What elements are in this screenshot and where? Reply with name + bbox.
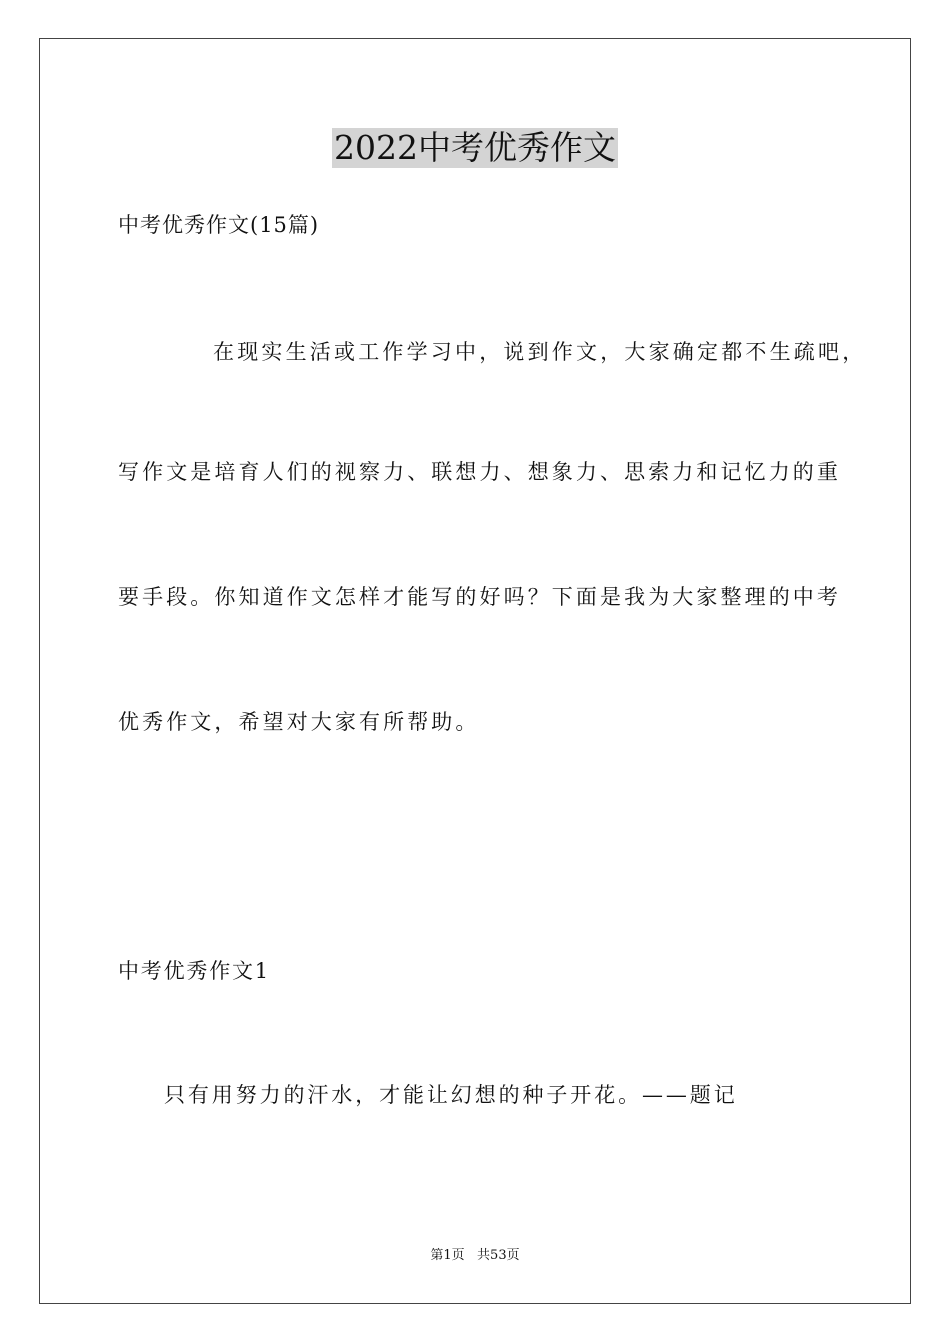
intro-line-3: 要手段。你知道作文怎样才能写的好吗？下面是我为大家整理的中考 — [118, 585, 841, 609]
document-title: 2022中考优秀作文 — [334, 128, 616, 167]
intro-line-2: 写作文是培育人们的视察力、联想力、想象力、思索力和记忆力的重 — [118, 460, 841, 484]
epigraph: 只有用努力的汗水，才能让幻想的种子开花。——题记 — [164, 1083, 738, 1107]
intro-line-1: 在现实生活或工作学习中，说到作文，大家确定都不生疏吧， — [213, 340, 867, 364]
page-footer: 第1页 共53页 — [430, 1248, 520, 1263]
document-title-container — [0, 128, 950, 168]
document-subtitle: 中考优秀作文(15篇) — [118, 213, 320, 237]
intro-line-4: 优秀作文，希望对大家有所帮助。 — [118, 710, 480, 734]
section-heading: 中考优秀作文1 — [118, 959, 270, 983]
